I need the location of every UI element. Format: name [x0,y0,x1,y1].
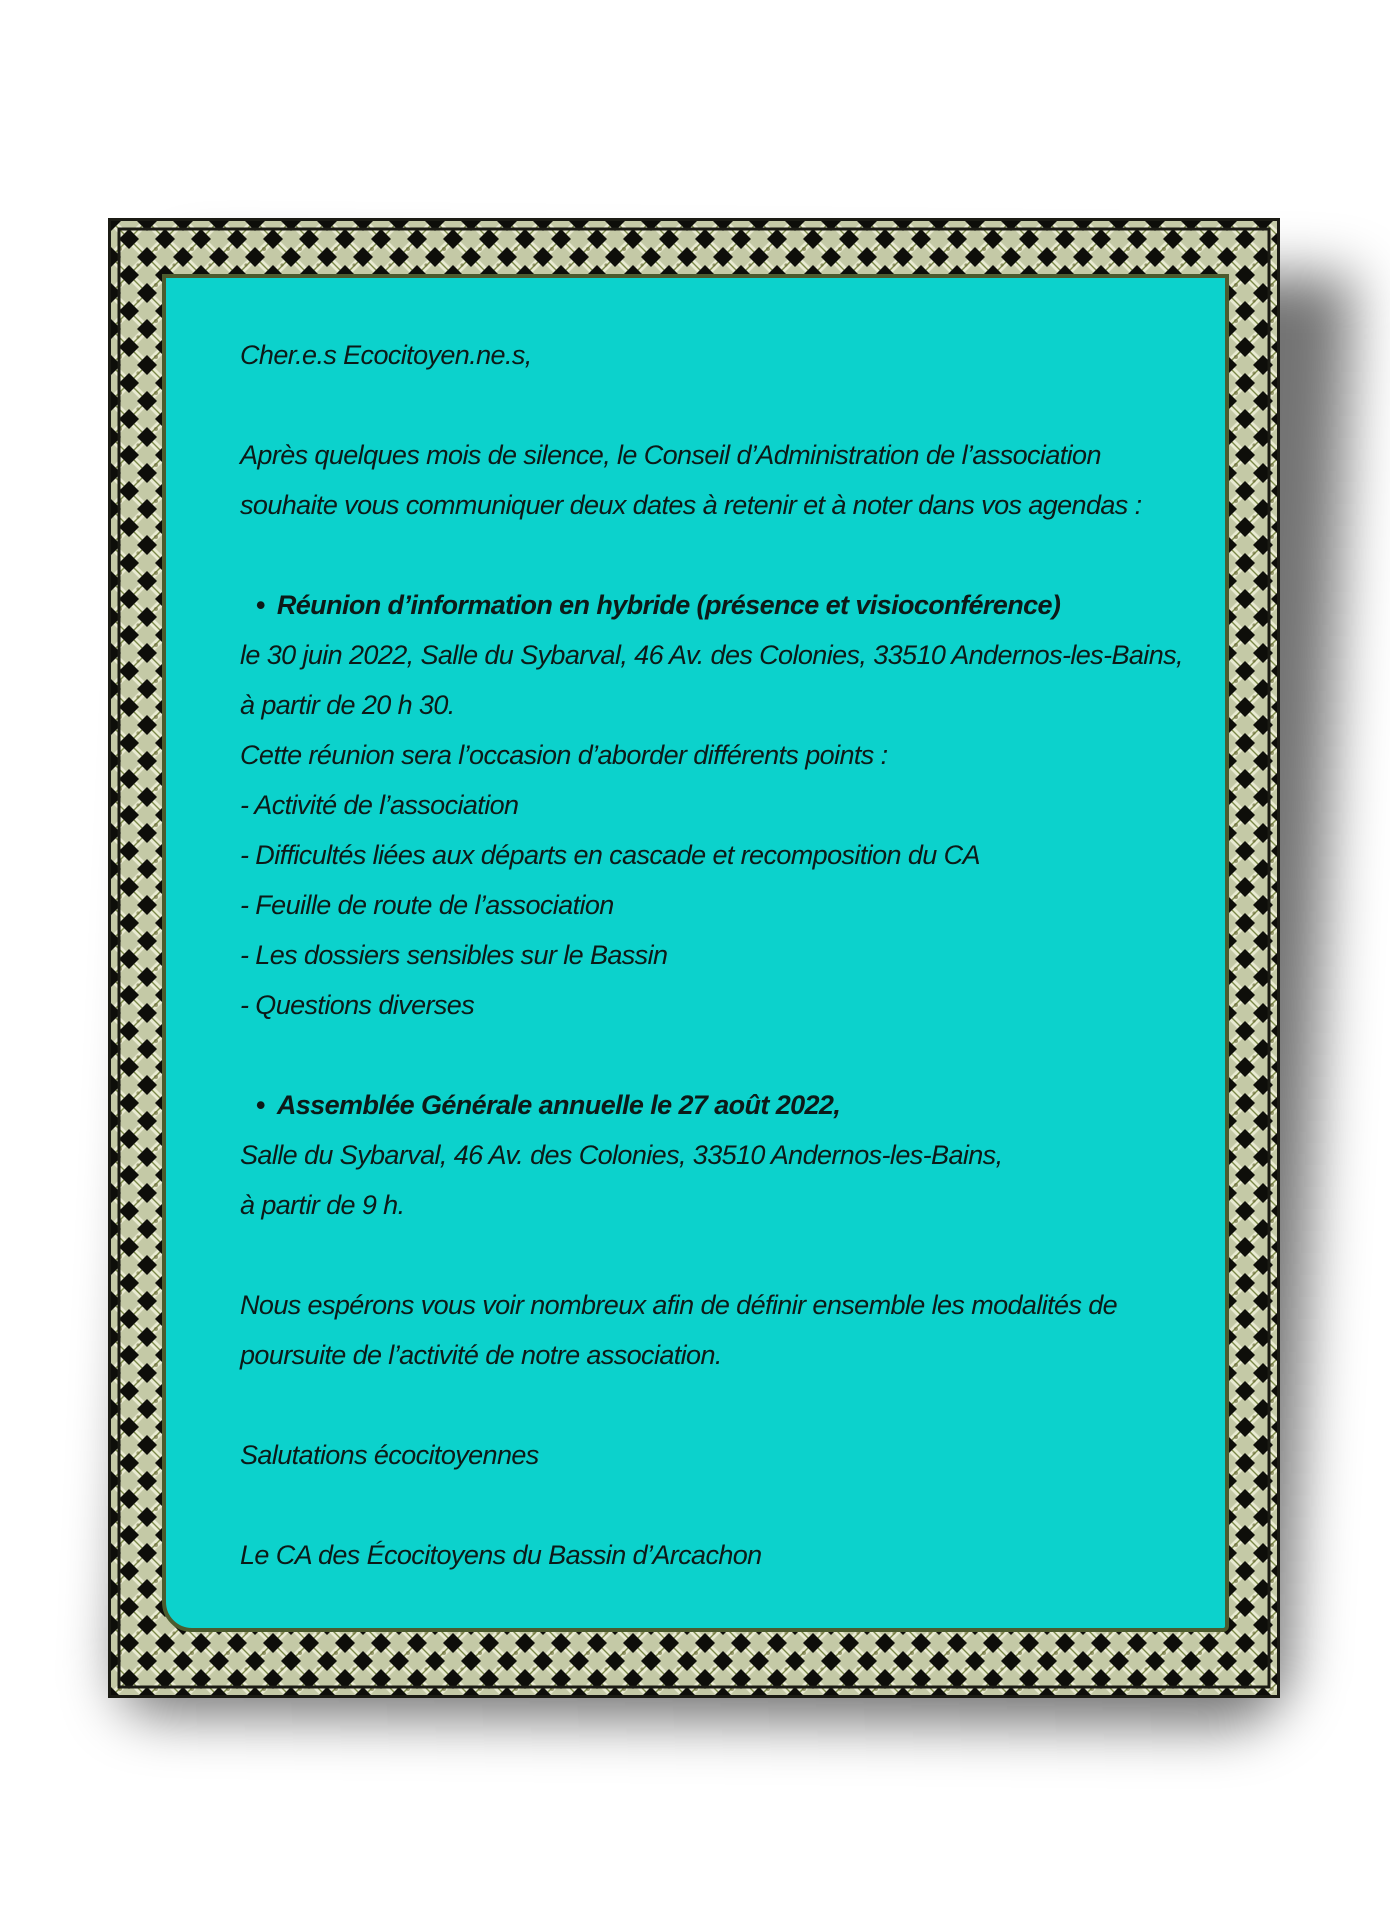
letter-body [240,330,1210,1580]
agenda-item: - Activité de l’association [240,790,519,820]
meeting-title: Réunion d’information en hybride (présence et visioconférence) [276,590,1061,620]
agenda-intro: Cette réunion sera l’occasion d’aborder différents points : [240,740,888,770]
agenda-item: - Feuille de route de l’association [240,890,614,920]
signature: Le CA des Écocitoyens du Bassin d’Arcachon [240,1540,762,1570]
agenda-item: - Les dossiers sensibles sur le Bassin [240,940,668,970]
assembly-title: Assemblée Générale annuelle le 27 août 2022, [276,1090,841,1120]
bullet-icon: • [256,1090,265,1120]
meeting-details-line-2: à partir de 20 h 30. [240,690,455,720]
intro-line-2: souhaite vous communiquer deux dates à retenir et à noter dans vos agendas : [240,490,1142,520]
intro-line-1: Après quelques mois de silence, le Conseil d’Administration de l’association [240,440,1101,470]
salutation: Salutations écocitoyennes [240,1440,539,1470]
greeting: Cher.e.s Ecocitoyen.ne.s, [240,340,532,370]
agenda-item: - Difficultés liées aux départs en cascade et recomposition du CA [240,840,980,870]
meeting-details-line-1: le 30 juin 2022, Salle du Sybarval, 46 Av. des Colonies, 33510 Andernos-les-Bains, [240,640,1183,670]
closing-line-2: poursuite de l’activité de notre association. [240,1340,722,1370]
closing-line-1: Nous espérons vous voir nombreux afin de définir ensemble les modalités de [240,1290,1118,1320]
assembly-details-line-2: à partir de 9 h. [240,1190,405,1220]
agenda-item: - Questions diverses [240,990,475,1020]
meeting-title-row [240,580,1210,630]
assembly-details-line-1: Salle du Sybarval, 46 Av. des Colonies, 33510 Andernos-les-Bains, [240,1140,1003,1170]
bullet-icon: • [256,590,265,620]
assembly-title-row [240,1080,1210,1130]
